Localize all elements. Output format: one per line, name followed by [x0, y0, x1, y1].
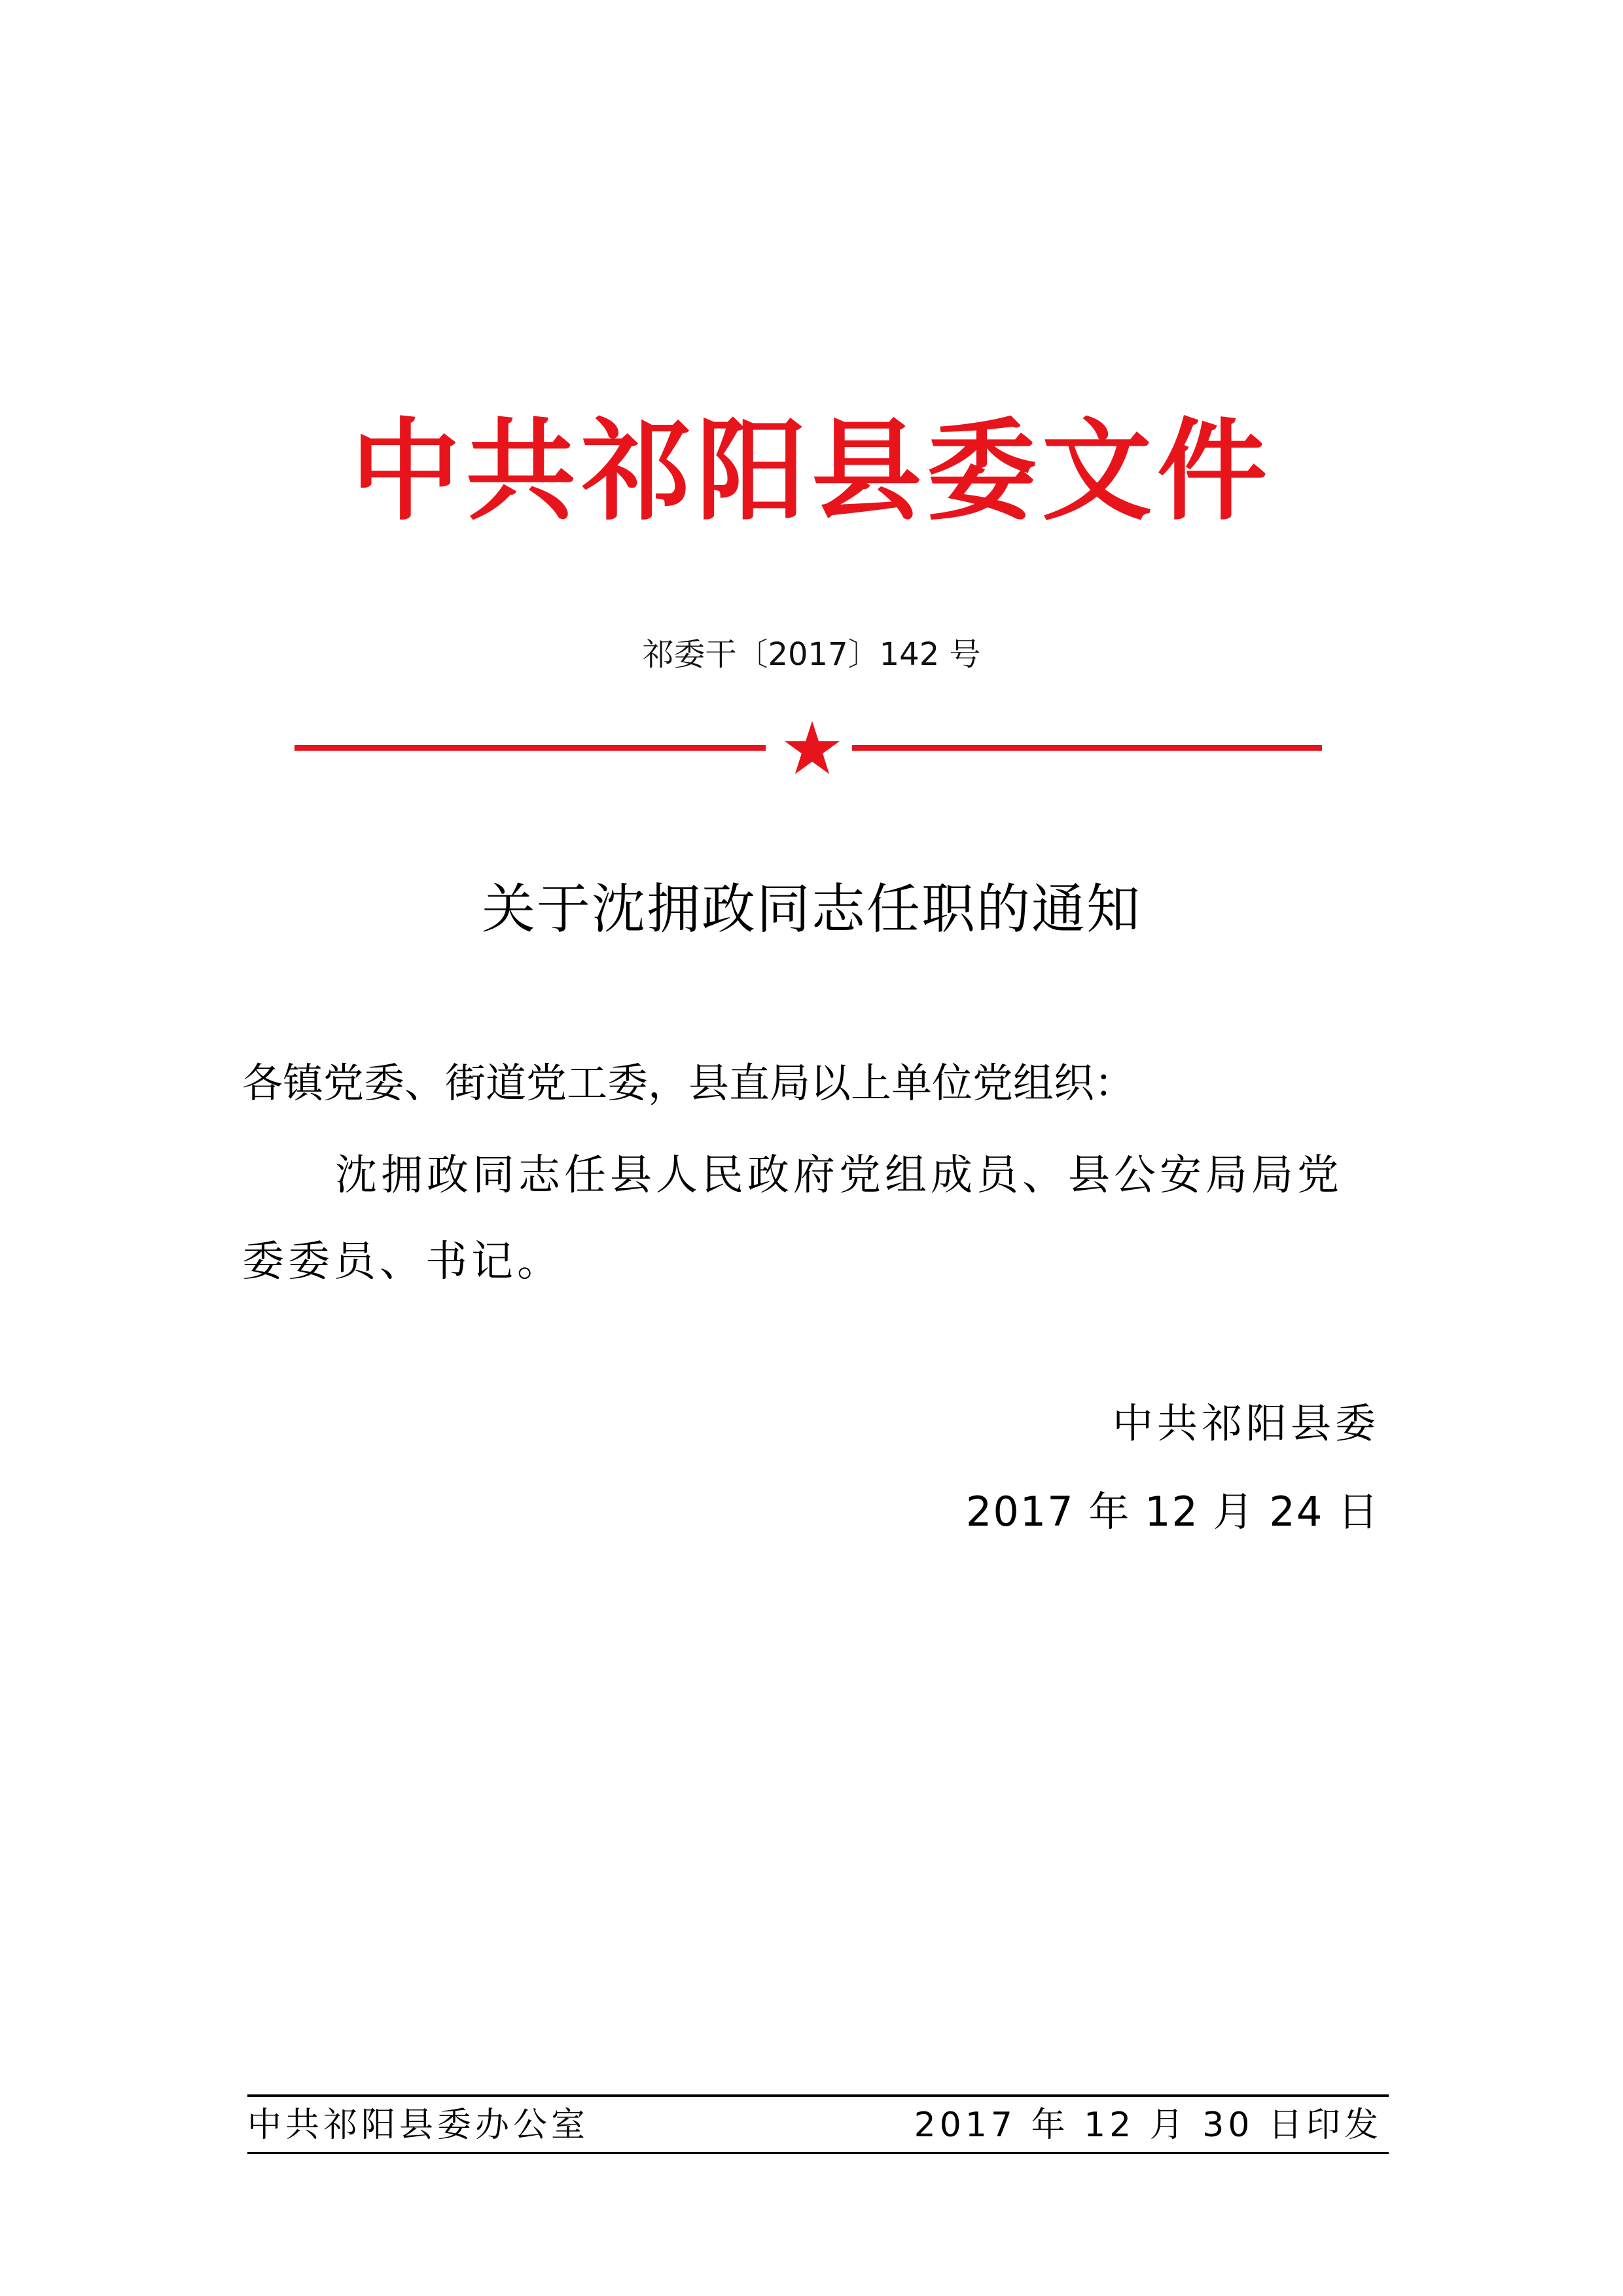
document-header-title: 中共祁阳县委文件: [351, 407, 1272, 535]
notice-body: 沈拥政同志任县人民政府党组成员、县公安局局党委委员、书记。: [242, 1151, 1343, 1286]
signature-organization: 中共祁阳县委: [1112, 1399, 1380, 1447]
footer-issuer: 中共祁阳县委办公室: [247, 2106, 590, 2145]
signature-date: 2017 年 12 月 24 日: [965, 1488, 1380, 1535]
notice-title: 关于沈拥政同志任职的通知: [481, 878, 1141, 941]
salutation: 各镇党委、街道党工委，县直局以上单位党组织：: [242, 1059, 1135, 1107]
document-number: 祁委干〔2017〕142 号: [642, 636, 981, 673]
header-divider-left: [294, 745, 766, 751]
footer-issue-date: 2017 年 12 月 30 日印发: [914, 2106, 1382, 2145]
star-shape: [785, 721, 840, 774]
star-icon: [783, 719, 842, 778]
header-divider-right: [852, 745, 1322, 751]
footer-rule-top: [247, 2094, 1389, 2097]
footer-rule-bottom: [247, 2152, 1389, 2154]
